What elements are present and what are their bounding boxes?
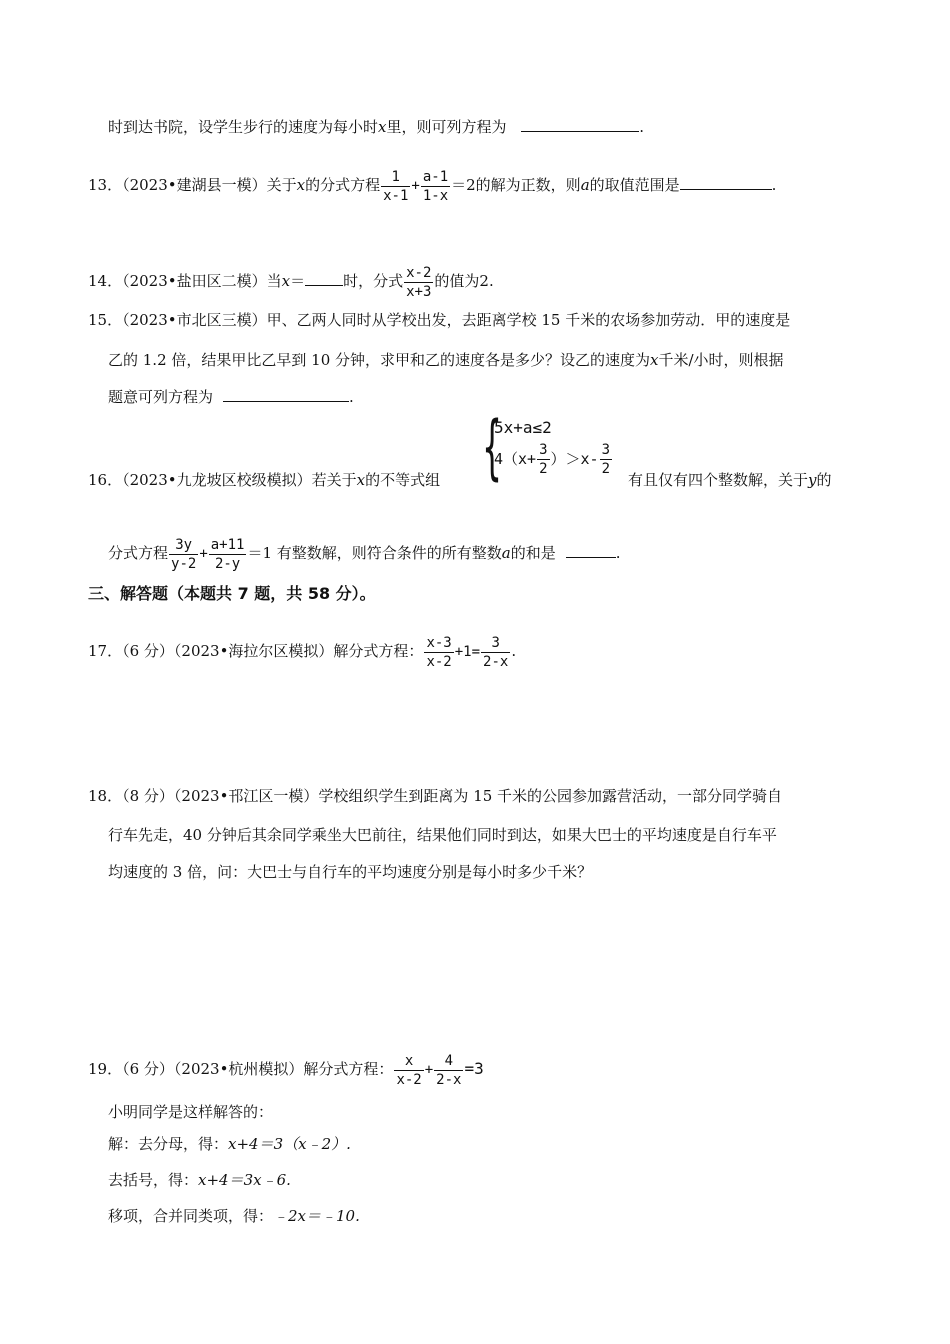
q16-line-2: 分式方程 $\frac{3y}{y-2}$ + $\frac{a+11}{2-y}$ ＝1 有整数解，则符合条件的所有整数a的和是 .: [108, 536, 621, 572]
q16-number: 16．: [88, 471, 123, 489]
q13-number: 13．: [88, 176, 123, 194]
q15-line-3: 题意可列方程为 .: [108, 388, 354, 406]
q13-fraction-1: $\frac{1}{x-1}$: [383, 168, 409, 204]
q14-number: 14．: [88, 272, 123, 290]
q16-line-1b: 有且仅有四个整数解，关于y的: [628, 471, 832, 489]
q16-answer-blank[interactable]: [566, 543, 616, 558]
q18-line-2: 行车先走，40 分钟后其余同学乘坐大巴前往，结果他们同时到达，如果大巴士的平均速度是自行车平: [108, 826, 777, 844]
q19-step-2: 解：去分母，得：x+4＝3（x﹣2）.: [108, 1135, 351, 1153]
q16-fraction-2: $\frac{a+11}{2-y}$: [210, 536, 245, 572]
q19-line: 19．（6 分）（2023•杭州模拟）解分式方程： $\frac{x}{x-2}$ + $\frac{4}{2-x}$ =3: [88, 1052, 484, 1088]
q12-text: 时到达书院，设学生步行的速度为每小时: [108, 118, 379, 136]
q19-number: 19．: [88, 1060, 123, 1078]
q15-number: 15．: [88, 311, 123, 329]
q15-answer-blank[interactable]: [223, 387, 349, 402]
q12-answer-blank[interactable]: [521, 117, 639, 132]
q19-fraction-2: $\frac{4}{2-x}$: [436, 1052, 462, 1088]
q17-fraction-1: $\frac{x-3}{x-2}$: [426, 634, 452, 670]
q18-line-3: 均速度的 3 倍，问：大巴士与自行车的平均速度分别是每小时多少千米？: [108, 863, 593, 881]
q17-fraction-2: $\frac{3}{2-x}$: [483, 634, 509, 670]
q16-line-1: 16．（2023•九龙坡区校级模拟）若关于x的不等式组: [88, 471, 441, 489]
section-3-title: 三、解答题（本题共 7 题，共 58 分）。: [88, 584, 376, 603]
q14-source: （2023•盐田区二模）当: [122, 272, 282, 290]
q19-fraction-1: $\frac{x}{x-2}$: [396, 1052, 422, 1088]
q16-ineq-1: 5x+a≤2: [494, 418, 552, 437]
q16-fraction-1: $\frac{3y}{y-2}$: [171, 536, 197, 572]
q13-fraction-2: $\frac{a-1}{1-x}$: [422, 168, 449, 204]
q18-line-1: 18．（8 分）（2023•邗江区一模）学校组织学生到距离为 15 千米的公园参加露营活动，一部分同学骑自: [88, 787, 783, 805]
q17-number: 17．: [88, 642, 123, 660]
q13-answer-blank[interactable]: [680, 175, 772, 190]
q18-number: 18．: [88, 787, 123, 805]
q14-fraction: $\frac{x-2}{x+3}$: [406, 264, 432, 300]
q16-inequality-system: [482, 406, 632, 488]
q19-step-1: 小明同学是这样解答的：: [108, 1103, 274, 1121]
q15-line-1: 15．（2023•市北区三模）甲、乙两人同时从学校出发，去距离学校 15 千米的农场参加劳动．甲的速度是: [88, 311, 791, 329]
q13-line: 13．（2023•建湖县一模）关于x的分式方程 $\frac{1}{x-1}$ + $\frac{a-1}{1-x}$ ＝2的解为正数，则a的取值范围是 .: [88, 168, 777, 204]
q15-line-2: 乙的 1.2 倍，结果甲比乙早到 10 分钟，求甲和乙的速度各是多少？设乙的速度为x千米/小时，则根据: [108, 351, 784, 369]
q16-ineq-2: 4（x+ $\frac{3}{2}$ ）＞x- $\frac{3}{2}$: [494, 442, 611, 477]
q12-text2: 里，则可列方程为: [386, 118, 507, 136]
q14-line: 14．（2023•盐田区二模）当x＝ 时，分式 $\frac{x-2}{x+3}$ 的值为2.: [88, 264, 494, 300]
q19-step-3: 去括号，得：x+4＝3x﹣6.: [108, 1171, 291, 1189]
q12-var: x: [378, 118, 387, 136]
q19-step-4: 移项，合并同类项，得：﹣2x＝﹣10.: [108, 1207, 360, 1225]
q17-line: 17．（6 分）（2023•海拉尔区模拟）解分式方程： $\frac{x-3}{x-2}$ +1= $\frac{3}{2-x}$ .: [88, 634, 517, 670]
brace-icon: {: [482, 406, 503, 488]
q13-source: （2023•建湖县一模）关于: [122, 176, 297, 194]
q14-answer-blank[interactable]: [305, 271, 343, 286]
q12-line: 时到达书院，设学生步行的速度为每小时x里，则可列方程为 .: [108, 118, 645, 136]
